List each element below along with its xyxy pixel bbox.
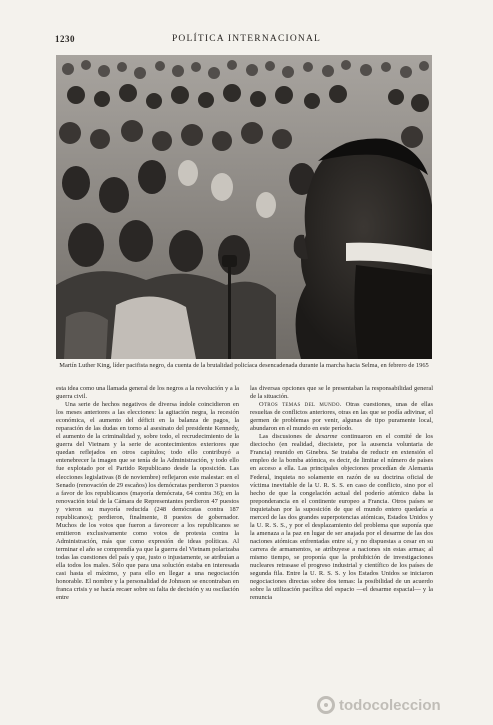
text-column-right (250, 385, 433, 697)
watermark-text: todocoleccion (339, 696, 441, 714)
paragraph-text: Otras cuestiones, unas de ellas resueltas de conflictos anteriores, otras en las que se podía adivinar, el germen de problemas por venir, algunas de tipo puramente local, abundaron en el mundo en este período. (250, 401, 433, 433)
journal-title: POLÍTICA INTERNACIONAL (171, 34, 322, 44)
paragraph: Una serie de hechos negativos de diversa índole coincidieron en los meses anteriores a las elecciones: la agitación negra, la recesión económica, el aumento del déficit en la balanza de pagos, la reparación de las dudas en torno al asesinato del presidente Kennedy, el aumento de la criminalidad y, sobre todo, el recrudecimiento de la guerra del Vietnam y la serie de acontecimientos exteriores que quedan reflejados en otros capítulos; todo ello contribuyó a entenebrecer la imagen que se tenía de la Administración, y todo ello fue explotado por el Partido Republicano desde la oposición. Las elecciones legislativas (8 de noviembre) reflejaron este malestar: en el Senado (renovación de 29 escaños) los demócratas perdieron 3 puestos a favor de los republicanos (mayoría demócrata, 64 contra 36); en la renovación total de la Cámara de Representantes perdieron 47 puestos y vieron su mayoría reducida (248 demócratas contra 187 republicanos); perdieron, finalmente, 8 puestos de gobernador. Muchos de los votos que fueron a favorecer a los republicanos se emitieron exclusivamente como votos de protesta contra la Administración, más que como expresión de ideas políticas. Al terminar el año se comprendía ya que la guerra del Vietnam polarizaba todas las cuestiones del país y que, justo o injustamente, se atribuían a ella todos los males. Sólo que para una solución estaba en interesada casi hasta el máximo, y para ello en llegar a una negociación honorable. El nombre y la personalidad de Johnson se encontraban en franca crisis y se hacía recaer sobre su falta de decisión y su oscilación entre (56, 401, 239, 602)
watermark (317, 694, 487, 716)
paragraph: las diversas opciones que se le presentaban la responsabilidad general de la situación. (250, 385, 433, 401)
photograph-illustration (56, 55, 432, 359)
emphasis-term: desarme (315, 433, 338, 441)
photograph (56, 55, 432, 359)
section-heading: Otros temas del mundo. (259, 401, 342, 409)
paragraph (250, 401, 433, 433)
text-column-left (56, 385, 239, 697)
watermark-logo-icon (317, 696, 335, 714)
page-number: 1230 (55, 34, 75, 44)
paragraph-text: continuaron en el comité de los dieciocho (en realidad, diecisiete, por la ausencia voluntaria de Francia) reunido en Ginebra. Se trataba de reducir en extensión el empleo de la bomba atómica, es decir, de limitar el número de países en acceso a ella. Las principales objeciones procedían de Alemania Federal, inquieta no solamente en razón de su doctrina oficial de víctima inevitable de la U. R. S. S. en caso de conflicto, sino por el hecho de que la congelación actual del poderío atómico daba la preponderancia en el continente europeo a Francia. Otros países se inquietaban por la suposición de que el mundo entero quedaría a merced de las dos grandes superpotencias atómicas, Estados Unidos y la U. R. S. S., y por el desplazamiento del problema que suponía que la amenaza a la paz en lugar de ser anajada por el desarme de las dos naciones atómicas enfrentadas entre sí, y no dispuestas a cesar en su carrera de armamentos, se atribuyese a naciones sin estas armas; al mismo tiempo, se proponía que la prohibición de investigaciones nucleares retrasase el progreso industrial y científico de los países de segunda fila. Entre la U. R. S. S. y los Estados Unidos se iniciaron negociaciones directas sobre dos temas: la posibilidad de un acuerdo sobre la utilización pacífica del espacio —el desarme espacial— y la renuncia (250, 433, 433, 602)
paragraph-text: Las discusiones de (259, 433, 316, 441)
page-header (55, 34, 438, 48)
paragraph (250, 433, 433, 602)
photo-caption: Martín Luther King, líder pacifista negro, da cuenta de la brutalidad policíaca desencadenada durante la marcha hacia Selma, en febrero de 1965 (59, 362, 429, 369)
paragraph: esta idea como una llamada general de los negros a la revolución y a la guerra civil. (56, 385, 239, 401)
